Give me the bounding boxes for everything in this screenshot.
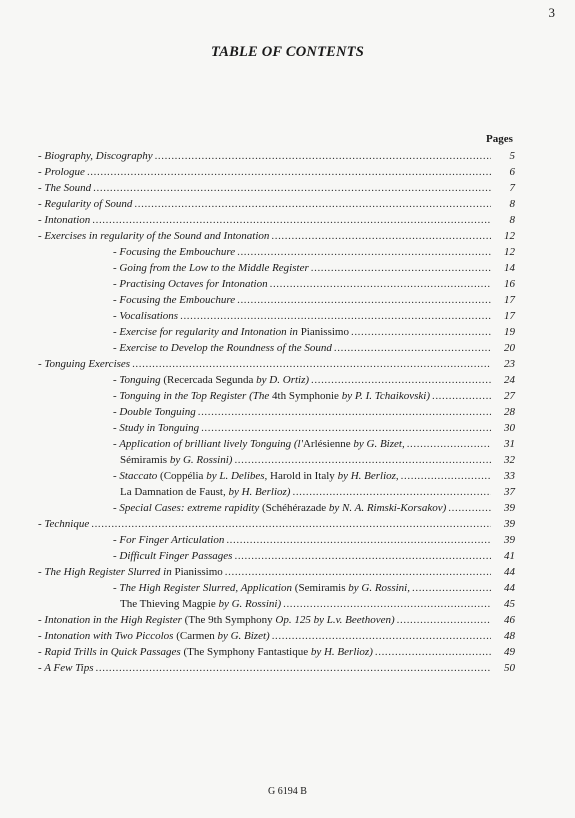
toc-entry xyxy=(38,644,520,660)
toc-entry-label xyxy=(113,468,399,484)
toc-entry xyxy=(113,260,520,276)
toc-entry-page: 12 xyxy=(504,246,515,258)
toc-label-segment: - Regularity of Sound xyxy=(38,198,133,210)
toc-entry-page: 50 xyxy=(504,662,515,674)
toc-entry xyxy=(113,324,520,340)
toc-label-segment: - The Sound xyxy=(38,182,92,194)
toc-label-segment: Harold in Italy xyxy=(270,470,338,482)
toc-label-segment: - For Finger Articulation xyxy=(113,534,225,546)
dot-leader xyxy=(407,436,491,452)
toc-entry-page: 23 xyxy=(504,358,515,370)
dot-leader xyxy=(311,260,491,276)
toc-entry-label xyxy=(113,292,235,308)
toc-entry xyxy=(113,276,520,292)
toc-entry-label xyxy=(113,500,446,516)
toc-entry-label xyxy=(38,356,130,372)
dot-leader xyxy=(237,244,491,260)
toc-label-segment: - Vocalisations xyxy=(113,310,179,322)
toc-label-segment: La Damnation de Faust, xyxy=(120,486,229,498)
dot-leader xyxy=(432,388,491,404)
toc-entry xyxy=(38,212,520,228)
toc-label-segment: - Exercise to Develop the Roundness of the Sound xyxy=(113,342,332,354)
dot-leader xyxy=(412,580,491,596)
toc-entry-page: 31 xyxy=(504,438,515,450)
toc-label-segment: - Prologue xyxy=(38,166,85,178)
toc-label-segment: - Focusing the Embouchure xyxy=(113,294,236,306)
toc-entry-label xyxy=(113,308,178,324)
toc-label-segment: - Focusing the Embouchure xyxy=(113,246,236,258)
toc-entry xyxy=(113,500,520,516)
dot-leader xyxy=(92,212,491,228)
toc-entry-label xyxy=(38,644,373,660)
page-number: 3 xyxy=(548,5,555,20)
toc-entry-label xyxy=(38,612,395,628)
toc-entry-label xyxy=(120,596,281,612)
toc-label-segment: - Exercise for regularity and Intonation in xyxy=(113,326,301,338)
toc-label-segment: by H. Berlioz) xyxy=(310,646,373,658)
toc-entry xyxy=(38,516,520,532)
dot-leader xyxy=(401,468,491,484)
toc-label-segment: - The High Register Slurred, Application xyxy=(113,582,295,594)
toc-label-segment: - Double Tonguing xyxy=(113,406,196,418)
toc-entry xyxy=(38,564,520,580)
toc-label-segment: - Biography, Discography xyxy=(38,150,153,162)
dot-leader xyxy=(334,340,491,356)
toc-entry-page: 19 xyxy=(504,326,515,338)
toc-label-segment: - A Few Tips xyxy=(38,662,94,674)
dot-leader xyxy=(226,532,491,548)
toc-entry-label xyxy=(38,148,153,164)
toc-label-segment: by G. Bizet, xyxy=(353,438,405,450)
dot-leader xyxy=(198,404,491,420)
toc-entry-page: 27 xyxy=(504,390,515,402)
dot-leader xyxy=(201,420,491,436)
toc-entry xyxy=(113,580,520,596)
toc-entry-page: 7 xyxy=(509,182,515,194)
toc-label-segment: Arlésienne xyxy=(302,438,354,450)
toc-entry-page: 20 xyxy=(504,342,515,354)
toc-label-segment: Op. 125 by L.v. Beethoven) xyxy=(275,614,395,626)
toc-label-segment: by P. I. Tchaikovski) xyxy=(341,390,430,402)
toc-entry xyxy=(38,180,520,196)
toc-label-segment: (Semiramis xyxy=(294,582,349,594)
toc-label-segment: - Technique xyxy=(38,518,90,530)
toc-entry-label xyxy=(113,420,199,436)
toc-entry-page: 8 xyxy=(509,214,515,226)
pages-column-header: Pages xyxy=(486,133,513,145)
toc-entry xyxy=(113,532,520,548)
toc-entry-label xyxy=(38,180,91,196)
toc-entry-page: 48 xyxy=(504,630,515,642)
toc-entry-page: 33 xyxy=(504,470,515,482)
toc-label-segment: Pianissimo xyxy=(300,326,349,338)
toc-label-segment: - Tonguing xyxy=(113,374,164,386)
toc-entry xyxy=(38,660,520,676)
toc-label-segment: by H. Berlioz) xyxy=(228,486,291,498)
toc-entry xyxy=(113,340,520,356)
toc-entry-page: 37 xyxy=(504,486,515,498)
dot-leader xyxy=(132,356,491,372)
toc-entry-label xyxy=(38,164,85,180)
dot-leader xyxy=(87,164,491,180)
dot-leader xyxy=(237,292,491,308)
toc-label-segment: - Staccato xyxy=(113,470,161,482)
dot-leader xyxy=(93,180,491,196)
toc-entry-label xyxy=(113,260,309,276)
toc-entry-page: 28 xyxy=(504,406,515,418)
toc-entry-page: 30 xyxy=(504,422,515,434)
toc-entry-label xyxy=(113,372,309,388)
toc-entry-page: 49 xyxy=(504,646,515,658)
toc-label-segment: - Intonation xyxy=(38,214,91,226)
toc-label-segment: by G. Rossini) xyxy=(218,598,282,610)
dot-leader xyxy=(155,148,491,164)
dot-leader xyxy=(234,548,491,564)
dot-leader xyxy=(283,596,491,612)
toc-entry xyxy=(113,308,520,324)
toc-entry xyxy=(38,196,520,212)
dot-leader xyxy=(234,452,491,468)
dot-leader xyxy=(270,276,491,292)
toc-entry-label xyxy=(38,628,270,644)
toc-entry-label xyxy=(113,404,196,420)
toc-entry xyxy=(38,228,520,244)
toc-label-segment: (The Symphony Fantastique xyxy=(183,646,311,658)
toc-entry-label xyxy=(113,324,349,340)
toc-label-segment: - Application of brilliant lively Tonguing (l' xyxy=(113,438,303,450)
toc-entry xyxy=(120,452,520,468)
toc-label-segment: (Recercada Segunda xyxy=(163,374,257,386)
toc-label-segment: 4th Symphonie xyxy=(272,390,342,402)
toc-label-segment: (Schéhérazade xyxy=(261,502,329,514)
toc-label-segment: - The High Register Slurred in xyxy=(38,566,175,578)
dot-leader xyxy=(272,628,491,644)
dot-leader xyxy=(96,660,491,676)
toc-entry-page: 17 xyxy=(504,294,515,306)
toc-entry-label xyxy=(38,228,269,244)
toc-entry xyxy=(113,420,520,436)
toc-entry-label xyxy=(113,436,405,452)
toc-label-segment: (Coppélia xyxy=(160,470,207,482)
toc-entry-page: 16 xyxy=(504,278,515,290)
toc-entry-page: 17 xyxy=(504,310,515,322)
toc-entry-label xyxy=(38,516,89,532)
toc-label-segment: - Intonation with Two Piccolos xyxy=(38,630,177,642)
toc-label-segment: by L. Delibes, xyxy=(206,470,271,482)
dot-leader xyxy=(375,644,491,660)
toc-label-segment: by H. Berlioz, xyxy=(337,470,399,482)
toc-label-segment: - Difficult Finger Passages xyxy=(113,550,233,562)
toc-entry-page: 44 xyxy=(504,566,515,578)
dot-leader xyxy=(134,196,491,212)
toc-entry-label xyxy=(38,660,94,676)
toc-label-segment: (The 9th Symphony xyxy=(184,614,276,626)
toc-entry-label xyxy=(38,196,132,212)
toc-entry xyxy=(38,612,520,628)
toc-label-segment: - Going from the Low to the Middle Register xyxy=(113,262,309,274)
dot-leader xyxy=(351,324,491,340)
toc-entry-page: 5 xyxy=(509,150,515,162)
toc-entry-page: 24 xyxy=(504,374,515,386)
toc-label-segment: - Tonguing Exercises xyxy=(38,358,131,370)
toc-label-segment: by G. Bizet) xyxy=(217,630,270,642)
toc-entry xyxy=(38,356,520,372)
toc-entry xyxy=(113,548,520,564)
toc-label-segment: by G. Rossini) xyxy=(169,454,233,466)
dot-leader xyxy=(225,564,491,580)
toc-label-segment: by N. A. Rimski-Korsakov) xyxy=(328,502,447,514)
footer-catalog-code: G 6194 B xyxy=(268,786,307,797)
dot-leader xyxy=(448,500,491,516)
toc-entry-page: 39 xyxy=(504,502,515,514)
toc-entry-page: 39 xyxy=(504,534,515,546)
toc-entry xyxy=(38,148,520,164)
toc-label-segment: by G. Rossini, xyxy=(348,582,410,594)
dot-leader xyxy=(91,516,491,532)
toc-entry-label xyxy=(113,388,430,404)
toc-entry-label xyxy=(113,548,232,564)
toc-label-segment: Sémiramis xyxy=(120,454,170,466)
toc-entry xyxy=(120,484,520,500)
toc-entry-page: 6 xyxy=(509,166,515,178)
toc-label-segment: - Intonation in the High Register xyxy=(38,614,185,626)
toc-entry xyxy=(120,596,520,612)
toc-label-segment: - Special Cases: extreme rapidity xyxy=(113,502,262,514)
toc-entry xyxy=(113,436,520,452)
toc-entry-page: 39 xyxy=(504,518,515,530)
toc-label-segment: by D. Ortiz) xyxy=(256,374,310,386)
toc-entry-page: 8 xyxy=(509,198,515,210)
dot-leader xyxy=(311,372,491,388)
toc-entry-label xyxy=(113,244,235,260)
toc-entry xyxy=(113,244,520,260)
toc-entry-page: 12 xyxy=(504,230,515,242)
toc-entry-page: 41 xyxy=(504,550,515,562)
toc-entry-page: 45 xyxy=(504,598,515,610)
toc-entry xyxy=(38,628,520,644)
toc-entry-label xyxy=(120,484,290,500)
toc-label-segment: - Exercises in regularity of the Sound and Intonation xyxy=(38,230,270,242)
toc-entry-label xyxy=(38,564,223,580)
dot-leader xyxy=(292,484,491,500)
toc-entry xyxy=(113,404,520,420)
toc-entry xyxy=(113,292,520,308)
toc-entry xyxy=(113,388,520,404)
toc-label-segment: - Study in Tonguing xyxy=(113,422,200,434)
toc-entry-page: 32 xyxy=(504,454,515,466)
toc-entry-label xyxy=(113,532,224,548)
page-title: TABLE OF CONTENTS xyxy=(211,44,364,60)
toc-label-segment: - Tonguing in the Top Register (The xyxy=(113,390,273,402)
dot-leader xyxy=(271,228,491,244)
toc-entry-page: 46 xyxy=(504,614,515,626)
toc-entry-page: 14 xyxy=(504,262,515,274)
toc-entry-label xyxy=(113,340,332,356)
toc-entry xyxy=(113,372,520,388)
toc-label-segment: (Carmen xyxy=(176,630,218,642)
toc-label-segment: The Thieving Magpie xyxy=(120,598,219,610)
dot-leader xyxy=(397,612,491,628)
dot-leader xyxy=(180,308,491,324)
toc-entry xyxy=(38,164,520,180)
toc-label-segment: - Rapid Trills in Quick Passages xyxy=(38,646,184,658)
toc-entry-label xyxy=(120,452,232,468)
toc-entry-label xyxy=(113,276,268,292)
toc-entry-page: 44 xyxy=(504,582,515,594)
toc-entry-label xyxy=(38,212,90,228)
toc-entry-label xyxy=(113,580,410,596)
toc-label-segment: - Practising Octaves for Intonation xyxy=(113,278,268,290)
toc-entry xyxy=(113,468,520,484)
toc-label-segment: Pianissimo xyxy=(174,566,223,578)
